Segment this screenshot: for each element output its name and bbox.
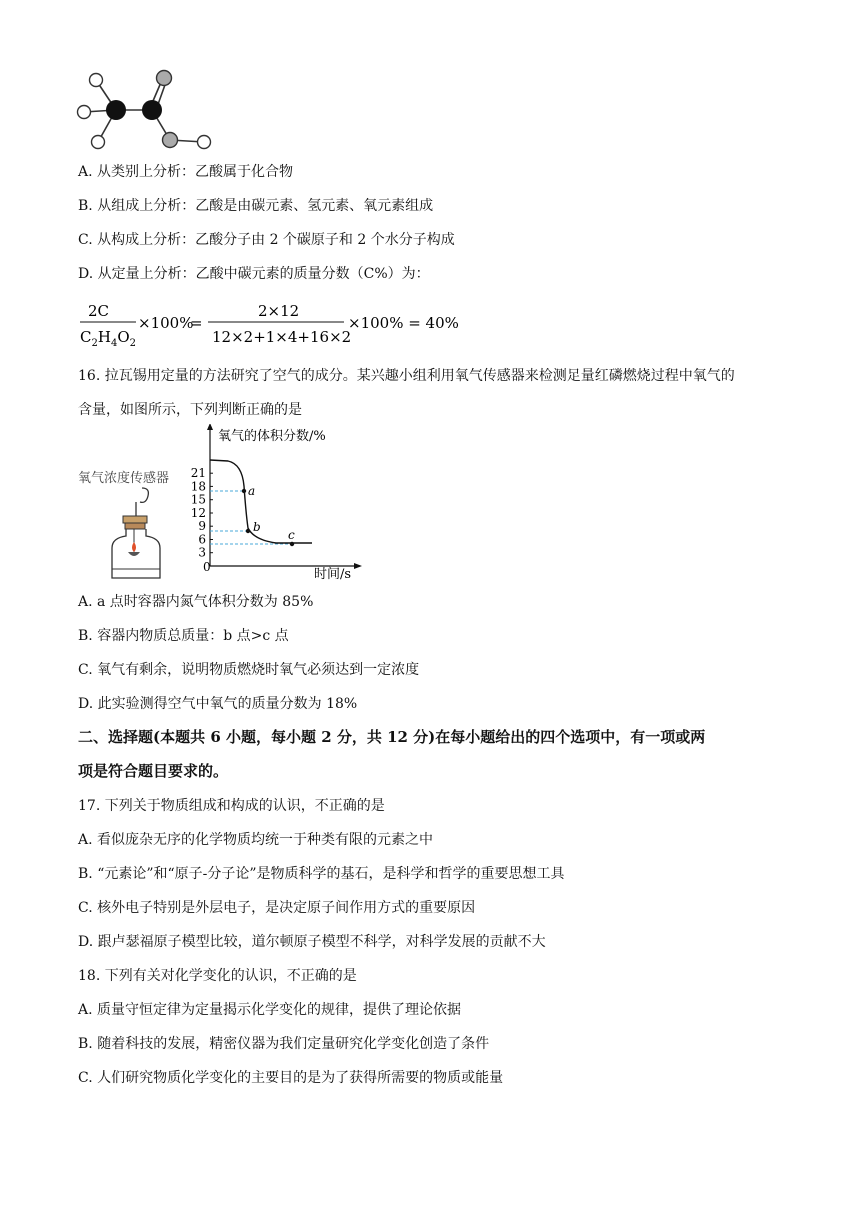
y-tick-label: 15 xyxy=(190,492,206,507)
point-a-label: a xyxy=(248,484,256,498)
bottle-icon xyxy=(112,516,160,578)
carbon-atom xyxy=(106,100,126,120)
q16-option-d: D. 此实验测得空气中氧气的质量分数为 18% xyxy=(78,696,358,712)
oxygen-atom xyxy=(163,133,178,148)
formula-result: ×100% = 40% xyxy=(348,314,459,332)
y-tick-label: 18 xyxy=(190,479,206,494)
q18-stem: 18. 下列有关对化学变化的认识，不正确的是 xyxy=(78,968,357,984)
q15-option-a: A. 从类别上分析：乙酸属于化合物 xyxy=(78,164,294,180)
q15-option-b: B. 从组成上分析：乙酸是由碳元素、氢元素、氧元素组成 xyxy=(78,198,434,214)
origin-label: 0 xyxy=(203,560,211,574)
y-axis-label: 氧气的体积分数/% xyxy=(218,429,326,444)
q18-option-c: C. 人们研究物质化学变化的主要目的是为了获得所需要的物质或能量 xyxy=(78,1070,504,1086)
x-axis-label: 时间/s xyxy=(314,567,352,582)
carbon-mass-fraction-formula xyxy=(78,296,478,350)
q18-option-b: B. 随着科技的发展，精密仪器为我们定量研究化学变化创造了条件 xyxy=(78,1036,490,1052)
sensor-label: 氧气浓度传感器 xyxy=(78,471,170,486)
hydrogen-atom xyxy=(92,136,105,149)
section-2-heading-line-2: 项是符合题目要求的。 xyxy=(78,762,229,780)
q17-option-a: A. 看似庞杂无序的化学物质均统一于种类有限的元素之中 xyxy=(78,832,434,848)
acetic-acid-molecule-model xyxy=(74,66,224,158)
q17-option-d: D. 跟卢瑟福原子模型比较，道尔顿原子模型不科学，对科学发展的贡献不大 xyxy=(78,934,546,950)
y-tick-label: 6 xyxy=(198,532,206,547)
point-c-label: c xyxy=(288,528,295,542)
q15-option-d: D. 从定量上分析：乙酸中碳元素的质量分数（C%）为： xyxy=(78,266,430,282)
y-tick-label: 9 xyxy=(198,519,206,534)
hydrogen-atom xyxy=(90,74,103,87)
q15-option-c: C. 从构成上分析：乙酸分子由 2 个碳原子和 2 个水分子构成 xyxy=(78,232,455,248)
q18-option-a: A. 质量守恒定律为定量揭示化学变化的规律，提供了理论依据 xyxy=(78,1002,462,1018)
q16-stem-line-2: 含量，如图所示，下列判断正确的是 xyxy=(78,402,302,418)
formula-equals: = xyxy=(190,314,203,332)
point-c xyxy=(290,542,294,546)
formula-denominator-1: $C_2H_4O_2$ xyxy=(80,328,137,349)
formula-times-100-1: ×100% xyxy=(138,314,194,332)
carbon-atom xyxy=(142,100,162,120)
point-a xyxy=(242,489,246,493)
y-tick-label: 21 xyxy=(190,466,206,481)
q16-option-b: B. 容器内物质总质量：b 点>c 点 xyxy=(78,628,289,644)
y-tick-label: 3 xyxy=(198,545,206,560)
point-b xyxy=(246,529,250,533)
q16-option-a: A. a 点时容器内氮气体积分数为 85% xyxy=(78,594,314,610)
y-tick-label: 12 xyxy=(190,506,206,520)
section-2-heading-line-1: 二、选择题(本题共 6 小题，每小题 2 分，共 12 分)在每小题给出的四个选项中，有一项或两 xyxy=(78,728,706,746)
hydrogen-atom xyxy=(198,136,211,149)
oxygen-sensor-figure xyxy=(76,424,366,586)
q17-stem: 17. 下列关于物质组成和构成的认识，不正确的是 xyxy=(78,798,385,814)
q17-option-b: B. “元素论”和“原子-分子论”是物质科学的基石，是科学和哲学的重要思想工具 xyxy=(78,866,565,882)
hydrogen-atom xyxy=(78,106,91,119)
formula-numerator-1: 2C xyxy=(88,302,110,320)
formula-numerator-2: 2×12 xyxy=(258,302,300,320)
oxygen-atom xyxy=(157,71,172,86)
point-b-label: b xyxy=(253,520,261,534)
q16-stem-line-1: 16. 拉瓦锡用定量的方法研究了空气的成分。某兴趣小组利用氧气传感器来检测足量红磷燃烧过程中氧气的 xyxy=(78,368,735,384)
q17-option-c: C. 核外电子特别是外层电子，是决定原子间作用方式的重要原因 xyxy=(78,900,476,916)
formula-denominator-2: 12×2+1×4+16×2 xyxy=(212,328,352,346)
q16-option-c: C. 氧气有剩余，说明物质燃烧时氧气必须达到一定浓度 xyxy=(78,662,420,678)
